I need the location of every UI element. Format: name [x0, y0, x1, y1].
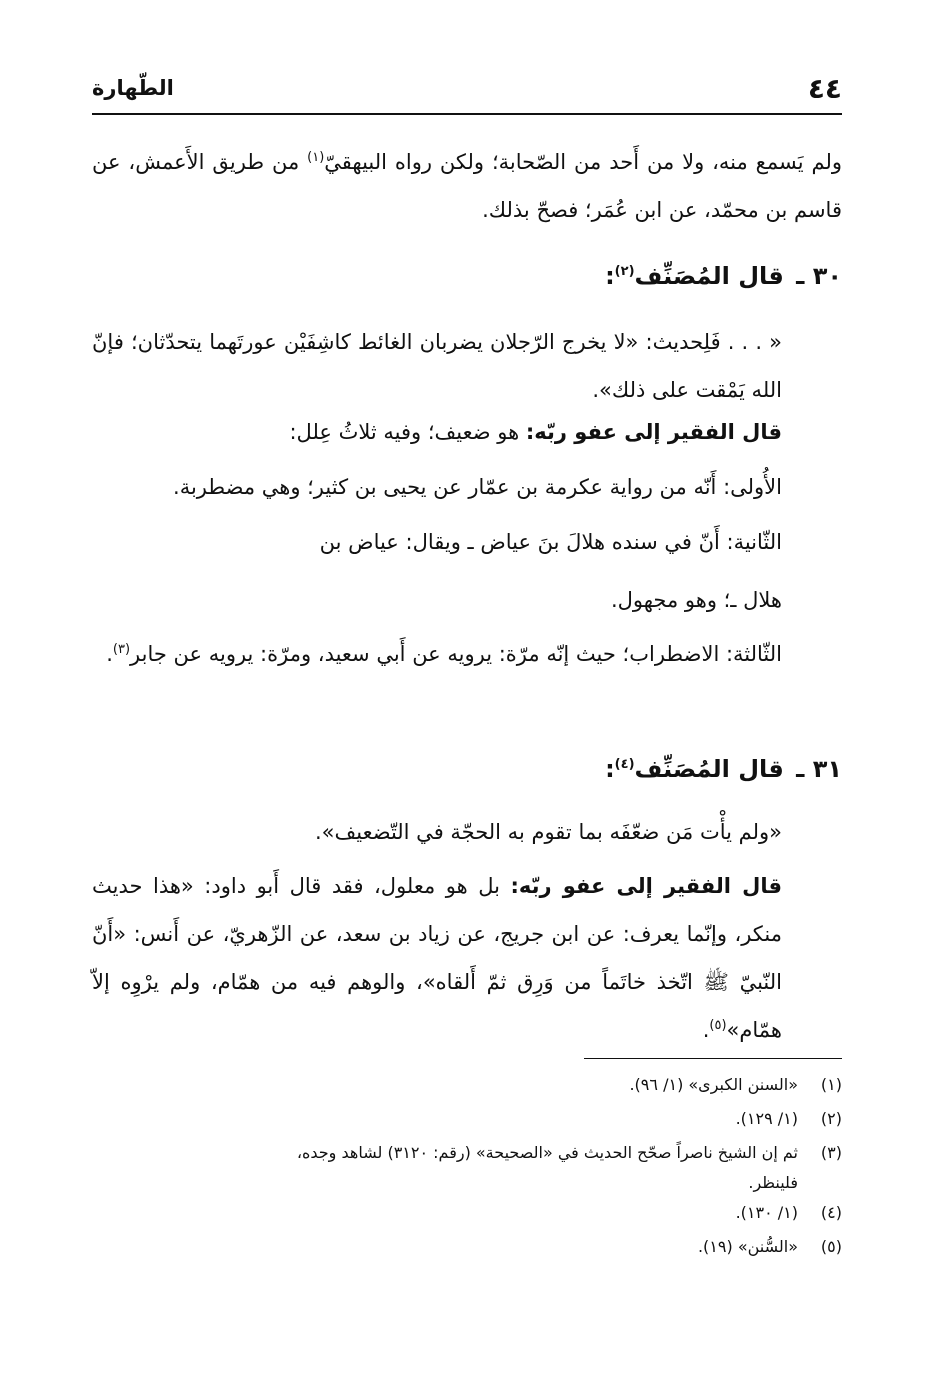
footnote-rule [584, 1058, 842, 1059]
page-number: ٤٤ [807, 72, 842, 105]
section-30-title: قال المُصَنِّف [634, 262, 784, 290]
second-defect-line1: الثّانية: أَنّ في سنده هلالَ بنَ عياض ـ ويقال: عياض بن [319, 530, 782, 554]
faqir-text: بل هو معلول، فقد قال أَبو داود: «هذا حديث منكر، وإنّما يعرف: عن ابن جريج، عن زياد بن سعد، عن الزّهريّ، عن أَنس: «أَنّ النّبيّ ﷺ اتّخذ خاتَماً من وَرِق ثمّ أَلقاه»، والوهم فيه من همّام، ولم يرْوِه إلاّ همّام» [92, 874, 782, 1042]
heading-colon: : [605, 755, 615, 783]
footnote-text: «السُّنن» (١٩). [697, 1237, 798, 1256]
section-31-faqir [92, 862, 842, 1054]
section-31-heading [605, 755, 842, 783]
footnote-text: (١/ ١٢٩). [735, 1109, 798, 1128]
section-30-faqir [92, 408, 842, 456]
footnote-continuation: فلينظر. [748, 1173, 798, 1192]
section-30-quote [92, 318, 842, 414]
intro-line1-end: من طريق [212, 150, 308, 174]
footnote-item [92, 1230, 842, 1264]
footnote-item [92, 1196, 842, 1230]
faqir-label: قال الفقير إلى عفو ربّه: [510, 874, 782, 898]
faqir-label: قال الفقير إلى عفو ربّه: [525, 420, 782, 444]
footnote-ref-3[interactable]: (٣) [112, 642, 131, 657]
section-30-number: ٣٠ ـ [796, 262, 842, 290]
section-31-title: قال المُصَنِّف [634, 755, 784, 783]
footnote-number: (٤) [820, 1203, 842, 1222]
page-header [92, 68, 842, 108]
author-quote: « . . . فَلِحديث: «لا يخرج الرّجلان يضربان الغائط كاشِفَيْن عورتَهما يتحدّثان؛ فإنّ الله يَمْقت على ذلك». [92, 330, 782, 402]
footnote-item [92, 1102, 842, 1136]
section-31-quote [92, 808, 842, 856]
section-30-heading [605, 262, 842, 290]
footnote-text: (١/ ١٣٠). [735, 1203, 798, 1222]
intro-line2: الأَعمش، عن قاسم بن محمّد، عن ابن عُمَر؛ فصحّ بذلك. [92, 150, 842, 222]
footnote-ref-4[interactable]: (٤) [614, 757, 635, 772]
footnote-number: (٣) [820, 1143, 842, 1162]
third-defect-end: . [106, 642, 113, 666]
intro-line1: ولم يَسمع منه، ولا من أَحد من الصّحابة؛ ولكن رواه البيهقيّ [324, 150, 842, 174]
running-title: الطّهارة [92, 76, 174, 100]
author-quote: «ولم يأْت مَن ضعّفَه بما تقوم به الحجّة في التّضعيف». [315, 820, 782, 844]
footnote-number: (١) [820, 1075, 842, 1094]
intro-paragraph [92, 138, 842, 234]
second-defect-cont [92, 576, 842, 624]
footnote-ref-5[interactable]: (٥) [709, 1018, 727, 1033]
footnotes [92, 1068, 842, 1264]
footnote-number: (٥) [820, 1237, 842, 1256]
footnote-ref-2[interactable]: (٢) [614, 264, 635, 279]
faqir-text: هو ضعيف؛ وفيه ثلاثُ عِلل: [289, 420, 526, 444]
footnote-ref-1[interactable]: (١) [307, 150, 325, 165]
second-defect [92, 518, 842, 566]
third-defect-text: الثّالثة: الاضطراب؛ حيث إنّه مرّة: يرويه عن أَبي سعيد، ومرّة: يرويه عن جابر [130, 642, 782, 666]
footnote-text: «السنن الكبرى» (١/ ٩٦). [629, 1075, 798, 1094]
faqir-end: . [702, 1018, 710, 1042]
footnote-item [92, 1068, 842, 1102]
first-defect-text: الأُولى: أَنّه من رواية عكرمة بن عمّار عن يحيى بن كثير؛ وهي مضطربة. [173, 475, 782, 499]
book-page [92, 0, 842, 1381]
footnote-text: ثم إن الشيخ ناصراً صحّح الحديث في «الصحيحة» (رقم: ٣١٢٠) لشاهد وجده، [296, 1143, 798, 1162]
heading-colon: : [605, 262, 615, 290]
header-rule [92, 113, 842, 115]
third-defect [92, 630, 842, 678]
footnote-number: (٢) [820, 1109, 842, 1128]
first-defect [92, 463, 842, 511]
second-defect-line2: هلال ـ؛ وهو مجهول. [610, 588, 782, 612]
section-31-number: ٣١ ـ [796, 755, 842, 783]
footnote-item [92, 1136, 842, 1170]
